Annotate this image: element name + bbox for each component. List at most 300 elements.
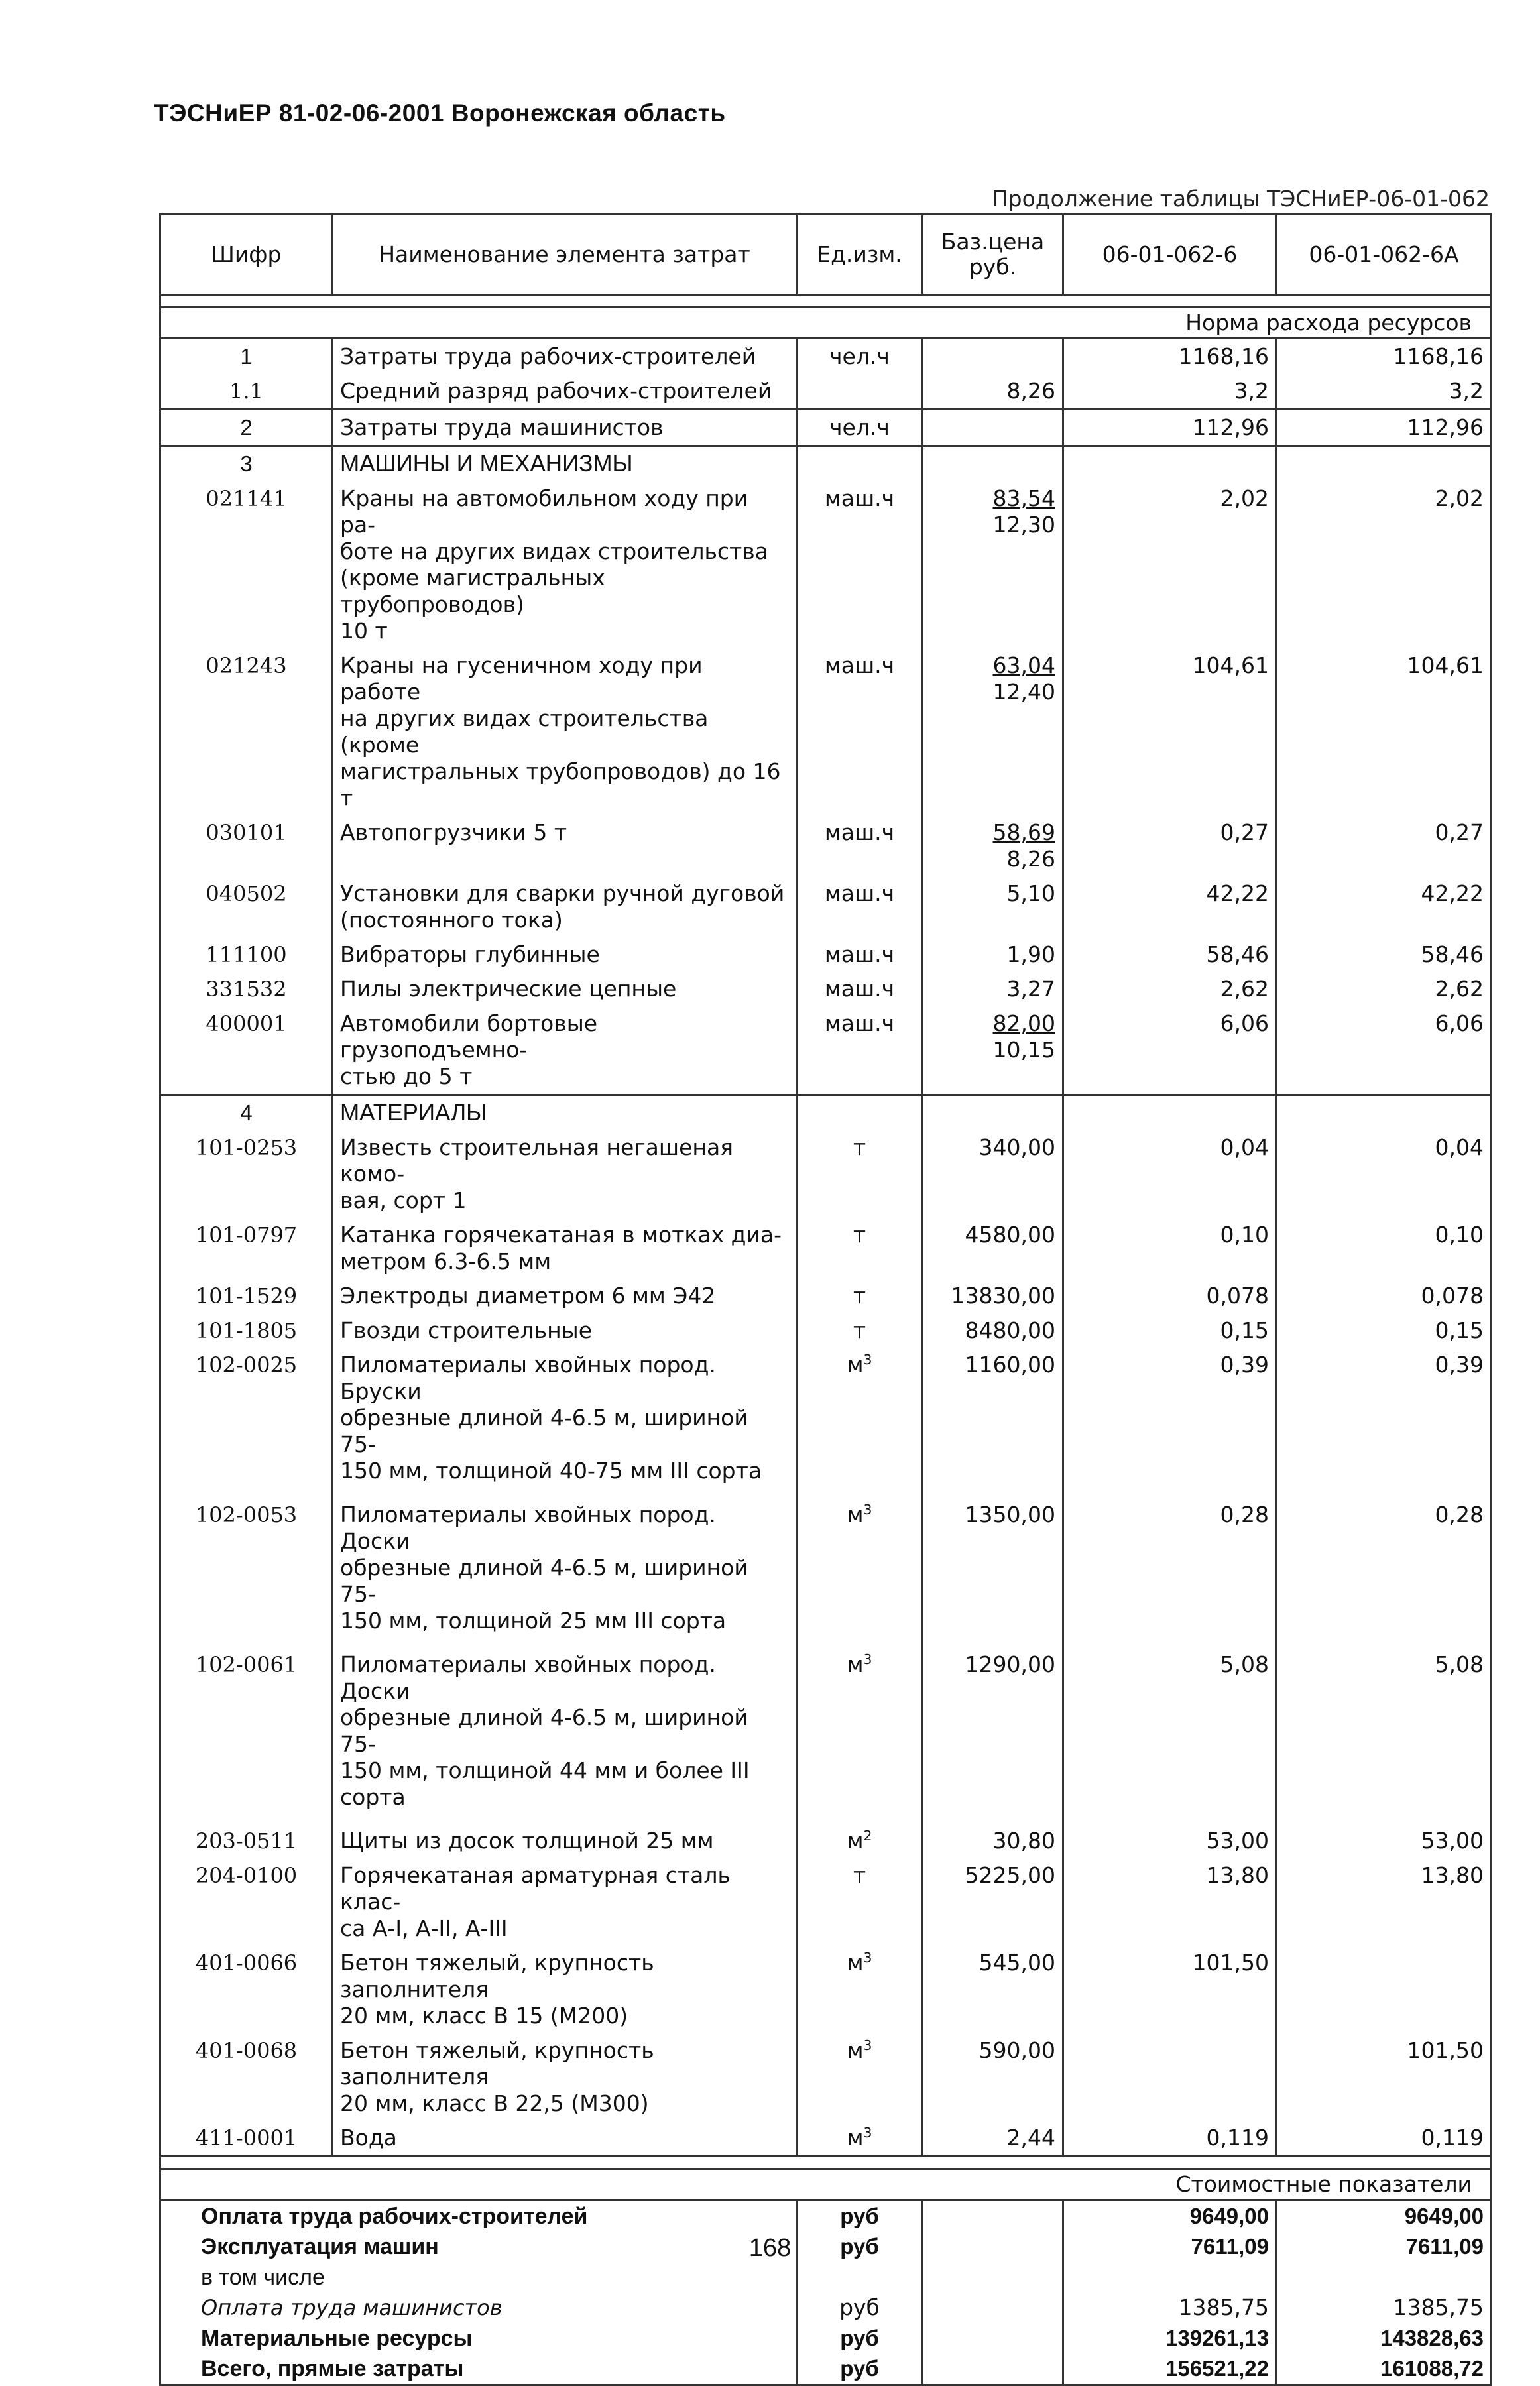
unit-text: т — [853, 1862, 866, 1888]
item-name-line: стью до 5 т — [340, 1063, 473, 1089]
row-unit — [797, 1824, 923, 1858]
price-value: 63,04 — [992, 652, 1055, 678]
empty-cell — [923, 2354, 1063, 2385]
item-name-line: Катанка горячекатаная в мотках диа- — [340, 1222, 782, 1248]
row-value-6: 112,96 — [1063, 410, 1277, 446]
material-row — [160, 1824, 1492, 1858]
row-unit — [797, 1313, 923, 1348]
price-value: 58,69 — [992, 819, 1055, 845]
row-unit: маш.ч — [797, 1006, 923, 1095]
item-name-line: Пилы электрические цепные — [340, 976, 677, 1002]
row-value-6a: 42,22 — [1277, 876, 1492, 937]
cost-indicators-row — [160, 2169, 1492, 2200]
unit-text: т — [853, 1222, 866, 1248]
machine-row — [160, 1006, 1492, 1095]
material-row — [160, 1498, 1492, 1647]
row-name — [333, 937, 797, 972]
empty-cell — [1063, 2157, 1277, 2169]
total-unit — [797, 2262, 923, 2293]
row-name — [333, 1279, 797, 1313]
row-value-6: 3,2 — [1063, 374, 1277, 410]
total-unit: руб — [797, 2323, 923, 2354]
item-name-line: Пиломатериалы хвойных пород. Доски — [340, 1502, 716, 1554]
row-value-6: 0,27 — [1063, 815, 1277, 876]
price-value: 3,27 — [1006, 976, 1055, 1002]
row-code: 102-0061 — [160, 1647, 333, 1824]
row-value-6a: 1168,16 — [1277, 339, 1492, 375]
item-name-line: 150 мм, толщиной 44 мм и более III — [340, 1758, 750, 1783]
total-row — [160, 2293, 1492, 2323]
item-name-line: 150 мм, толщиной 25 мм III сорта — [340, 1608, 727, 1634]
total-row — [160, 2262, 1492, 2293]
table-continuation-caption: Продолжение таблицы ТЭСНиЕР-06-01-062 — [991, 186, 1490, 211]
row-unit: маш.ч — [797, 815, 923, 876]
row-code: 111100 — [160, 937, 333, 972]
operator-wage-value: 12,30 — [992, 512, 1055, 538]
row-value-6: 101,50 — [1063, 1946, 1277, 2033]
total-value-6: 1385,75 — [1063, 2293, 1277, 2323]
item-name-line: на других видах строительства (кроме — [340, 705, 709, 758]
unit-text: м — [847, 1950, 864, 1976]
total-value-6a: 7611,09 — [1277, 2232, 1492, 2262]
section-title: МАТЕРИАЛЫ — [333, 1095, 797, 1131]
row-code: 021243 — [160, 648, 333, 815]
row-value-6a: 0,39 — [1277, 1348, 1492, 1498]
row-value-6: 2,62 — [1063, 972, 1277, 1006]
document-title: ТЭСНиЕР 81-02-06-2001 Воронежская область — [154, 99, 726, 127]
row-value-6: 0,28 — [1063, 1498, 1277, 1647]
row-price: 545,00 — [923, 1946, 1063, 2033]
item-name-line: 150 мм, толщиной 40-75 мм III сорта — [340, 1458, 762, 1484]
row-value-6a: 101,50 — [1277, 2033, 1492, 2121]
row-value-6a: 0,27 — [1277, 815, 1492, 876]
row-unit: маш.ч — [797, 648, 923, 815]
empty-cell — [923, 2262, 1063, 2293]
empty-cell — [923, 2293, 1063, 2323]
empty-cell — [797, 1095, 923, 1131]
row-unit — [797, 1647, 923, 1824]
spacer-row — [160, 2157, 1492, 2169]
total-value-6: 9649,00 — [1063, 2200, 1277, 2232]
item-name-line: Вода — [340, 2125, 397, 2151]
material-row — [160, 1647, 1492, 1824]
row-price — [923, 876, 1063, 937]
header-col-6: 06-01-062-6 — [1063, 215, 1277, 295]
row-code: 101-0253 — [160, 1130, 333, 1218]
row-code: 401-0066 — [160, 1946, 333, 2033]
item-name-line: Известь строительная негашеная комо- — [340, 1134, 734, 1187]
empty-cell — [923, 2157, 1063, 2169]
row-code: 101-0797 — [160, 1218, 333, 1279]
row-price: 30,80 — [923, 1824, 1063, 1858]
total-value-6: 156521,22 — [1063, 2354, 1277, 2385]
item-name-line: магистральных трубопроводов) до 16 т — [340, 758, 781, 811]
total-row — [160, 2200, 1492, 2232]
row-name — [333, 2121, 797, 2157]
item-name-line: 20 мм, класс В 22,5 (М300) — [340, 2090, 649, 2116]
total-value-6a: 161088,72 — [1277, 2354, 1492, 2385]
machine-row — [160, 481, 1492, 648]
operator-wage-value: 12,40 — [992, 679, 1055, 705]
total-row — [160, 2323, 1492, 2354]
material-row — [160, 2121, 1492, 2157]
empty-cell — [923, 446, 1063, 482]
header-unit: Ед.изм. — [797, 215, 923, 295]
row-unit — [797, 1279, 923, 1313]
row-unit: маш.ч — [797, 972, 923, 1006]
row-unit: маш.ч — [797, 937, 923, 972]
unit-text: т — [853, 1283, 866, 1309]
row-code: 1 — [160, 339, 333, 375]
row-name — [333, 1824, 797, 1858]
row-value-6a: 2,02 — [1277, 481, 1492, 648]
row-unit — [797, 1946, 923, 2033]
row-value-6a: 104,61 — [1277, 648, 1492, 815]
empty-cell — [1063, 1095, 1277, 1131]
row-unit — [797, 1130, 923, 1218]
item-name-line: вая, сорт 1 — [340, 1187, 467, 1213]
row-code: 331532 — [160, 972, 333, 1006]
row-price: 590,00 — [923, 2033, 1063, 2121]
unit-exponent: 2 — [863, 1828, 872, 1844]
row-unit — [797, 374, 923, 410]
row-unit — [797, 1348, 923, 1498]
row-name — [333, 1006, 797, 1095]
row-value-6: 5,08 — [1063, 1647, 1277, 1824]
empty-cell — [1063, 446, 1277, 482]
row-value-6: 42,22 — [1063, 876, 1277, 937]
row-unit — [797, 2121, 923, 2157]
row-value-6a: 53,00 — [1277, 1824, 1492, 1858]
row-name: Затраты труда машинистов — [333, 410, 797, 446]
material-row — [160, 2033, 1492, 2121]
row-name: Затраты труда рабочих-строителей — [333, 339, 797, 375]
price-value: 83,54 — [992, 485, 1055, 511]
row-name — [333, 1647, 797, 1824]
row-unit: маш.ч — [797, 876, 923, 937]
row-name — [333, 1498, 797, 1647]
spacer-row — [160, 295, 1492, 308]
item-name-line: (постоянного тока) — [340, 907, 563, 933]
row-value-6 — [1063, 2033, 1277, 2121]
empty-cell — [923, 2323, 1063, 2354]
row-value-6a: 0,28 — [1277, 1498, 1492, 1647]
machine-row — [160, 648, 1492, 815]
item-name-line: Краны на автомобильном ходу при ра- — [340, 485, 748, 538]
row-unit: чел.ч — [797, 339, 923, 375]
row-price: 2,44 — [923, 2121, 1063, 2157]
row-price — [923, 972, 1063, 1006]
section-code: 4 — [160, 1095, 333, 1131]
item-name-line: Бетон тяжелый, крупность заполнителя — [340, 2037, 654, 2090]
item-name-line: 10 т — [340, 618, 388, 644]
header-name: Наименование элемента затрат — [333, 215, 797, 295]
table-header-row — [160, 215, 1492, 295]
row-spacer — [340, 1484, 789, 1494]
total-value-6: 139261,13 — [1063, 2323, 1277, 2354]
row-value-6: 1168,16 — [1063, 339, 1277, 375]
row-name — [333, 1946, 797, 2033]
row-code: 401-0068 — [160, 2033, 333, 2121]
row-code: 030101 — [160, 815, 333, 876]
row-name — [333, 815, 797, 876]
row-value-6: 53,00 — [1063, 1824, 1277, 1858]
table-body — [160, 295, 1492, 2385]
item-name-line: 20 мм, класс В 15 (М200) — [340, 2003, 628, 2029]
item-name-line: Вибраторы глубинные — [340, 941, 600, 967]
operator-wage-value: 10,15 — [992, 1037, 1055, 1063]
item-name-line: Щиты из досок толщиной 25 мм — [340, 1828, 714, 1854]
item-name-line: Бетон тяжелый, крупность заполнителя — [340, 1950, 654, 2002]
unit-exponent: 3 — [863, 2125, 872, 2141]
row-value-6a: 0,119 — [1277, 2121, 1492, 2157]
row-value-6a: 13,80 — [1277, 1858, 1492, 1946]
row-code: 102-0053 — [160, 1498, 333, 1647]
row-price — [923, 1006, 1063, 1095]
item-name-line: Электроды диаметром 6 мм Э42 — [340, 1283, 716, 1309]
material-row — [160, 1130, 1492, 1218]
row-value-6a: 0,15 — [1277, 1313, 1492, 1348]
item-name-line: Горячекатаная арматурная сталь клас- — [340, 1862, 731, 1915]
row-name — [333, 648, 797, 815]
row-price: 5225,00 — [923, 1858, 1063, 1946]
empty-cell — [797, 2157, 923, 2169]
unit-exponent: 3 — [863, 1950, 872, 1966]
row-value-6a: 2,62 — [1277, 972, 1492, 1006]
row-value-6: 0,39 — [1063, 1348, 1277, 1498]
row-name — [333, 876, 797, 937]
unit-text: м — [847, 1502, 864, 1527]
item-name-line: Гвозди строительные — [340, 1317, 593, 1343]
item-name-line: Автомобили бортовые грузоподъемно- — [340, 1010, 598, 1063]
item-name-line: Автопогрузчики 5 т — [340, 819, 567, 845]
header-price-line1: Баз.цена — [941, 229, 1045, 255]
table-row — [160, 410, 1492, 446]
row-spacer — [340, 1634, 789, 1643]
row-value-6: 0,119 — [1063, 2121, 1277, 2157]
total-value-6: 7611,09 — [1063, 2232, 1277, 2262]
total-row — [160, 2354, 1492, 2385]
row-name — [333, 1858, 797, 1946]
row-code: 1.1 — [160, 374, 333, 410]
item-name-line: Установки для сварки ручной дуговой — [340, 880, 785, 906]
item-name-line: обрезные длиной 4-6.5 м, шириной 75- — [340, 1405, 748, 1457]
item-name-line: метром 6.3-6.5 мм — [340, 1248, 552, 1274]
total-value-6a: 9649,00 — [1277, 2200, 1492, 2232]
row-name: Средний разряд рабочих-строителей — [333, 374, 797, 410]
empty-cell — [1277, 446, 1492, 482]
table-row — [160, 374, 1492, 410]
empty-cell — [333, 2157, 797, 2169]
total-unit: руб — [797, 2293, 923, 2323]
total-unit: руб — [797, 2232, 923, 2262]
unit-text: т — [853, 1134, 866, 1160]
row-code: 2 — [160, 410, 333, 446]
empty-cell — [923, 2200, 1063, 2232]
row-value-6: 0,078 — [1063, 1279, 1277, 1313]
machine-row — [160, 876, 1492, 937]
table-row — [160, 339, 1492, 375]
section-title: МАШИНЫ И МЕХАНИЗМЫ — [333, 446, 797, 482]
row-name — [333, 1313, 797, 1348]
row-code: 101-1805 — [160, 1313, 333, 1348]
row-name — [333, 1348, 797, 1498]
row-value-6: 0,10 — [1063, 1218, 1277, 1279]
row-price: 340,00 — [923, 1130, 1063, 1218]
row-unit: маш.ч — [797, 481, 923, 648]
unit-text: м — [847, 1352, 864, 1378]
item-name-line: обрезные длиной 4-6.5 м, шириной 75- — [340, 1704, 748, 1757]
row-unit: чел.ч — [797, 410, 923, 446]
total-label: Материальные ресурсы — [160, 2323, 797, 2354]
row-code: 400001 — [160, 1006, 333, 1095]
row-price — [923, 339, 1063, 375]
row-spacer — [340, 1811, 789, 1820]
resource-table — [159, 213, 1492, 2386]
row-code: 101-1529 — [160, 1279, 333, 1313]
total-value-6a: 143828,63 — [1277, 2323, 1492, 2354]
item-name-line: (кроме магистральных трубопроводов) — [340, 565, 605, 617]
empty-cell — [1277, 2157, 1492, 2169]
empty-cell — [923, 1095, 1063, 1131]
row-value-6a: 6,06 — [1277, 1006, 1492, 1095]
price-value: 5,10 — [1006, 880, 1055, 906]
row-value-6a: 112,96 — [1277, 410, 1492, 446]
row-code: 040502 — [160, 876, 333, 937]
material-row — [160, 1218, 1492, 1279]
row-price: 13830,00 — [923, 1279, 1063, 1313]
machine-row — [160, 972, 1492, 1006]
resource-table-container — [159, 213, 1490, 2386]
machine-row — [160, 815, 1492, 876]
section-row-machines — [160, 446, 1492, 482]
material-row — [160, 1946, 1492, 2033]
unit-exponent: 3 — [863, 2037, 872, 2053]
section-code: 3 — [160, 446, 333, 482]
row-price — [923, 481, 1063, 648]
price-value: 1,90 — [1006, 941, 1055, 967]
total-value-6 — [1063, 2262, 1277, 2293]
row-value-6a: 0,04 — [1277, 1130, 1492, 1218]
unit-text: м — [847, 2125, 864, 2151]
total-unit: руб — [797, 2200, 923, 2232]
section-row-materials — [160, 1095, 1492, 1131]
row-price — [923, 815, 1063, 876]
row-value-6: 6,06 — [1063, 1006, 1277, 1095]
row-value-6: 13,80 — [1063, 1858, 1277, 1946]
total-label: в том числе — [160, 2262, 797, 2293]
row-value-6a — [1277, 1946, 1492, 2033]
row-value-6: 104,61 — [1063, 648, 1277, 815]
unit-exponent: 3 — [863, 1502, 872, 1518]
total-label: Оплата труда рабочих-строителей — [160, 2200, 797, 2232]
row-name — [333, 481, 797, 648]
row-code: 411-0001 — [160, 2121, 333, 2157]
row-price — [923, 648, 1063, 815]
row-price: 8480,00 — [923, 1313, 1063, 1348]
row-price: 4580,00 — [923, 1218, 1063, 1279]
row-value-6: 0,15 — [1063, 1313, 1277, 1348]
resource-norm-label: Норма расхода ресурсов — [160, 308, 1492, 339]
row-value-6a: 3,2 — [1277, 374, 1492, 410]
header-price-line2: руб. — [969, 254, 1017, 280]
row-code: 102-0025 — [160, 1348, 333, 1498]
unit-text: м — [847, 1651, 864, 1677]
total-label: Эксплуатация машин — [160, 2232, 797, 2262]
empty-cell — [797, 446, 923, 482]
row-code: 204-0100 — [160, 1858, 333, 1946]
row-price: 1160,00 — [923, 1348, 1063, 1498]
row-value-6: 0,04 — [1063, 1130, 1277, 1218]
total-label: Оплата труда машинистов — [160, 2293, 797, 2323]
item-name-line: боте на других видах строительства — [340, 538, 768, 564]
empty-cell — [160, 2157, 333, 2169]
row-value-6a: 58,46 — [1277, 937, 1492, 972]
row-value-6: 58,46 — [1063, 937, 1277, 972]
total-value-6a — [1277, 2262, 1492, 2293]
unit-text: м — [847, 1828, 864, 1854]
material-row — [160, 1858, 1492, 1946]
unit-text: т — [853, 1317, 866, 1343]
row-name — [333, 2033, 797, 2121]
total-label: Всего, прямые затраты — [160, 2354, 797, 2385]
row-value-6: 2,02 — [1063, 481, 1277, 648]
unit-text: м — [847, 2037, 864, 2063]
operator-wage-value: 8,26 — [1006, 846, 1055, 872]
row-code: 203-0511 — [160, 1824, 333, 1858]
item-name-line: сорта — [340, 1784, 406, 1810]
header-code: Шифр — [160, 215, 333, 295]
unit-exponent: 3 — [863, 1352, 872, 1368]
row-unit — [797, 1498, 923, 1647]
row-unit — [797, 2033, 923, 2121]
cost-indicators-label: Стоимостные показатели — [160, 2169, 1492, 2200]
total-value-6a: 1385,75 — [1277, 2293, 1492, 2323]
total-unit: руб — [797, 2354, 923, 2385]
row-value-6a: 0,10 — [1277, 1218, 1492, 1279]
row-name — [333, 1218, 797, 1279]
empty-cell — [1277, 1095, 1492, 1131]
row-value-6a: 0,078 — [1277, 1279, 1492, 1313]
material-row — [160, 1313, 1492, 1348]
material-row — [160, 1348, 1492, 1498]
row-code: 021141 — [160, 481, 333, 648]
row-price — [923, 937, 1063, 972]
header-col-6a: 06-01-062-6А — [1277, 215, 1492, 295]
row-unit — [797, 1858, 923, 1946]
item-name-line: са А-I, А-II, А-III — [340, 1915, 508, 1941]
row-name — [333, 1130, 797, 1218]
row-price: 8,26 — [923, 374, 1063, 410]
header-price — [923, 215, 1063, 295]
row-unit — [797, 1218, 923, 1279]
item-name-line: Пиломатериалы хвойных пород. Бруски — [340, 1352, 716, 1404]
machine-row — [160, 937, 1492, 972]
row-price: 1350,00 — [923, 1498, 1063, 1647]
unit-exponent: 3 — [863, 1651, 872, 1667]
item-name-line: Краны на гусеничном ходу при работе — [340, 652, 703, 705]
item-name-line: Пиломатериалы хвойных пород. Доски — [340, 1651, 716, 1704]
row-name — [333, 972, 797, 1006]
row-value-6a: 5,08 — [1277, 1647, 1492, 1824]
resource-norm-row — [160, 308, 1492, 339]
price-value: 82,00 — [992, 1010, 1055, 1036]
row-price: 1290,00 — [923, 1647, 1063, 1824]
row-price — [923, 410, 1063, 446]
item-name-line: обрезные длиной 4-6.5 м, шириной 75- — [340, 1555, 748, 1607]
material-row — [160, 1279, 1492, 1313]
page-number: 168 — [748, 2234, 792, 2262]
